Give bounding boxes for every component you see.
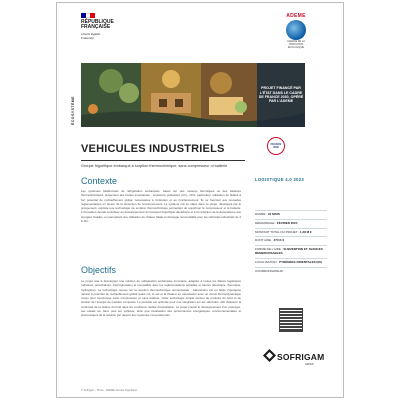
title-divider	[81, 160, 245, 161]
context-heading: Contexte	[81, 176, 118, 186]
company-sub: GROUP	[305, 363, 314, 366]
republique-title: RÉPUBLIQUE FRANÇAISE	[81, 19, 114, 31]
ademe-globe-icon	[286, 20, 306, 40]
ademe-subtitle: AGENCE DE LA TRANSITION ÉCOLOGIQUE	[287, 40, 305, 49]
side-tag: ÉCOSYSTÈME	[71, 96, 75, 125]
project-meta	[255, 210, 327, 275]
company-name: SOFRIGAM	[277, 352, 325, 362]
funding-text: PROJET FINANCÉ PAR L'ÉTAT DANS LE CADRE DE FRANCE 2030, OPÉRÉ PAR L'ADEME	[258, 86, 304, 104]
banner-illustration	[81, 63, 305, 127]
meta-row: DÉMARRAGE : FÉVRIER 2024	[255, 219, 327, 228]
sofrigam-logo	[261, 346, 327, 366]
program-tag: LOGISTIQUE 4.0 2023	[255, 177, 304, 182]
meta-row: COORDONNATEUR :	[255, 267, 327, 276]
document-page	[56, 2, 344, 398]
meta-row: DONT AIDE : 470 K €	[255, 236, 327, 245]
objectives-heading: Objectifs	[81, 265, 117, 275]
republique-motto: Liberté Égalité Fraternité	[81, 32, 101, 40]
page-title: VEHICULES INDUSTRIELS	[81, 143, 225, 155]
context-text: Les systèmes traditionnels de réfrigération embarqués, basés sur des moteurs thermiques ou des batteries thermochimiques, présentent des limites importantes : émissions polluantes (CO₂, NOx, particules), utilisation de fluides à fort potentiel de réchauffement global, nécessaires à l'entretien et au fonctionnement. Ils se heurtent aux nouvelles réglementations en faveur de la protection de l'environnement. Le système mis en place dans ce projet, développé par le groupement, exploite une technologie de sorption thermochimique permettant de supprimer le compresseur et la batterie. L'innovation devrait contribuer au développement du transport frigorifique décarboné et à la réduction de la dépendance aux énergies fossiles, en permettant une utilisation de chaleur fatale et d'énergie renouvelable pour les véhicules industriels de 3 à 19 t.	[81, 189, 241, 224]
meta-row: LOCALISATION : PYRÉNÉES-ORIENTALES (66)	[255, 258, 327, 267]
sofrigam-mark-icon	[263, 349, 276, 362]
funding-overlay	[257, 63, 305, 127]
meta-row: MONTANT TOTAL DU PROJET : 1,38 M €	[255, 228, 327, 237]
page-subtitle: Groupe frigorifique embarqué à sorption thermochimique, sans compresseur ni batterie	[81, 164, 228, 168]
page-header	[57, 3, 343, 61]
footer-credit: © Sofrigam – Photo : ADEME Groupe frigorifique	[81, 389, 138, 392]
meta-row: FORME DE L'AIDE : SUBVENTION ET AVANCES REMBOURSABLES	[255, 245, 327, 258]
republique-logo-icon	[81, 13, 95, 18]
qr-code-icon	[279, 308, 303, 332]
france-2030-label: FRANCE 2030	[270, 143, 282, 149]
ademe-logo	[281, 13, 311, 59]
objectives-text: Le projet vise à développer une solution de réfrigération embarquée innovante, adaptée à toutes les filières logistiques (urbaines, périurbaines, interrégionales) et compatible avec les réglementations actuelles et futures (électrique, thermique, hydrogène). La technologie repose sur la sorption thermochimique ammoniacale : l'adsorption est un fluide frigorigène naturel à potentiel de réchauffement global quasi nul, le sel et la chaleur en association avec un circuit thermodynamique conçu pour fonctionner sans compresseur et sans batterie. Cette technologie simple permet de produire du froid et de stocker de l'énergie de manière compacte. Le procédé est optimisé pour une intégration sur les véhicules, afin d'assurer la continuité de la chaîne du froid dans les conditions réelles d'exploitation. Le projet prévoit le développement d'un prototype, ses essais sur banc puis sur véhicule, ainsi que l'évaluation des performances énergétiques, environnementales et économiques de la solution par rapport aux systèmes conventionnels.	[81, 279, 241, 318]
france-2030-logo	[267, 137, 285, 155]
ademe-name: ADEME	[286, 13, 306, 19]
meta-row: DURÉE : 24 MOIS	[255, 210, 327, 219]
